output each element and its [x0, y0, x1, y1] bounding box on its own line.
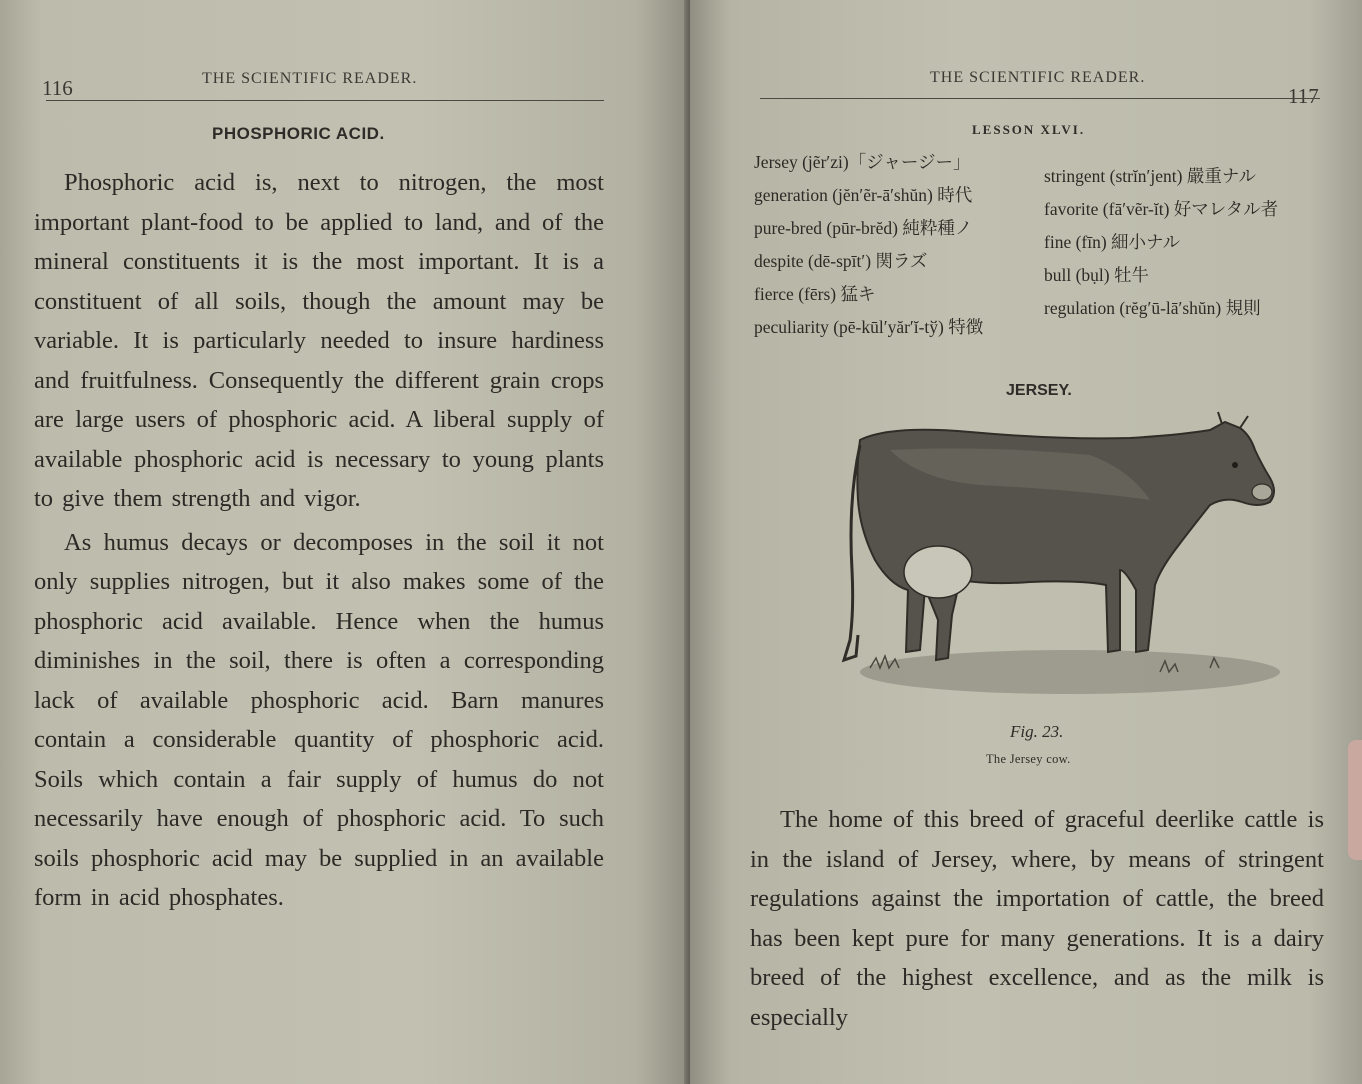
right-page: [690, 0, 1362, 1084]
vocab-item: bull (bụl) 牡牛: [1044, 265, 1149, 285]
left-body-text: [34, 163, 604, 918]
vocab-item: fierce (fērs) 猛キ: [754, 284, 876, 304]
vocab-item: regulation (rĕg′ū-lā′shŭn) 規則: [1044, 298, 1261, 318]
section-heading: PHOSPHORIC ACID.: [212, 124, 385, 143]
vocab-item: pure-bred (pūr-brĕd) 純粋種ノ: [754, 218, 973, 238]
vocab-item: Jersey (jẽr′zi)「ジャージー」: [754, 152, 971, 172]
vocab-item: despite (dē-spīt′) 関ラズ: [754, 251, 928, 271]
vocab-item: favorite (fā′vẽr-ĭt) 好マレタル者: [1044, 199, 1279, 219]
vocab-item: generation (jĕn′ẽr-ā′shŭn) 時代: [754, 185, 973, 205]
paragraph: As humus decays or decomposes in the soil it not only supplies nitrogen, but it also makes some of the phosphoric acid available. Hence when the humus diminishes in the soil, there is often a corresponding lack of available phosphoric acid. Barn manures contain a considerable quantity of phosphoric acid. Soils which contain a fair supply of humus do not necessarily have enough of phosphoric acid. To such soils phosphoric acid may be supplied in an available form in acid phosphates.: [34, 528, 604, 911]
figure-caption: The Jersey cow.: [986, 752, 1071, 766]
running-head: THE SCIENTIFIC READER.: [930, 69, 1146, 86]
jersey-cow-illustration: [830, 410, 1290, 710]
paragraph: The home of this breed of graceful deerlike cattle is in the island of Jersey, where, by means of stringent regulations against the importation of cattle, the breed has been kept pure for many generations. It is a dairy breed of the highest excellence, and as the milk is especially: [750, 806, 1324, 1031]
vocab-item: peculiarity (pē-kūl′yăr′ĭ-tў) 特徴: [754, 317, 984, 337]
figure-title: JERSEY.: [1006, 382, 1072, 399]
vocab-list-left: [754, 146, 983, 344]
vocab-list-right: [1044, 160, 1278, 325]
header-rule: [46, 100, 604, 101]
page-edge: [1348, 740, 1362, 860]
page-number: 117: [1288, 84, 1319, 108]
page-number: 116: [42, 76, 73, 100]
vocab-item: fine (fīn) 細小ナル: [1044, 232, 1181, 252]
header-rule: [760, 98, 1320, 99]
figure-number: Fig. 23.: [1010, 722, 1064, 741]
paragraph: Phosphoric acid is, next to nitrogen, the most important plant-food to be applied to land, and of the mineral constituents it is the most important. It is a constituent of all soils, though the amount may be variable. It is particularly needed to insure hardiness and fruitfulness. Consequently the different grain crops are large users of phosphoric acid. A liberal supply of available phosphoric acid is necessary to young plants to give them strength and vigor.: [34, 169, 604, 512]
right-body-text: [750, 800, 1324, 1037]
vocab-item: stringent (strĭn′jent) 嚴重ナル: [1044, 166, 1256, 186]
lesson-title: LESSON XLVI.: [972, 122, 1086, 137]
running-head: THE SCIENTIFIC READER.: [202, 70, 418, 87]
